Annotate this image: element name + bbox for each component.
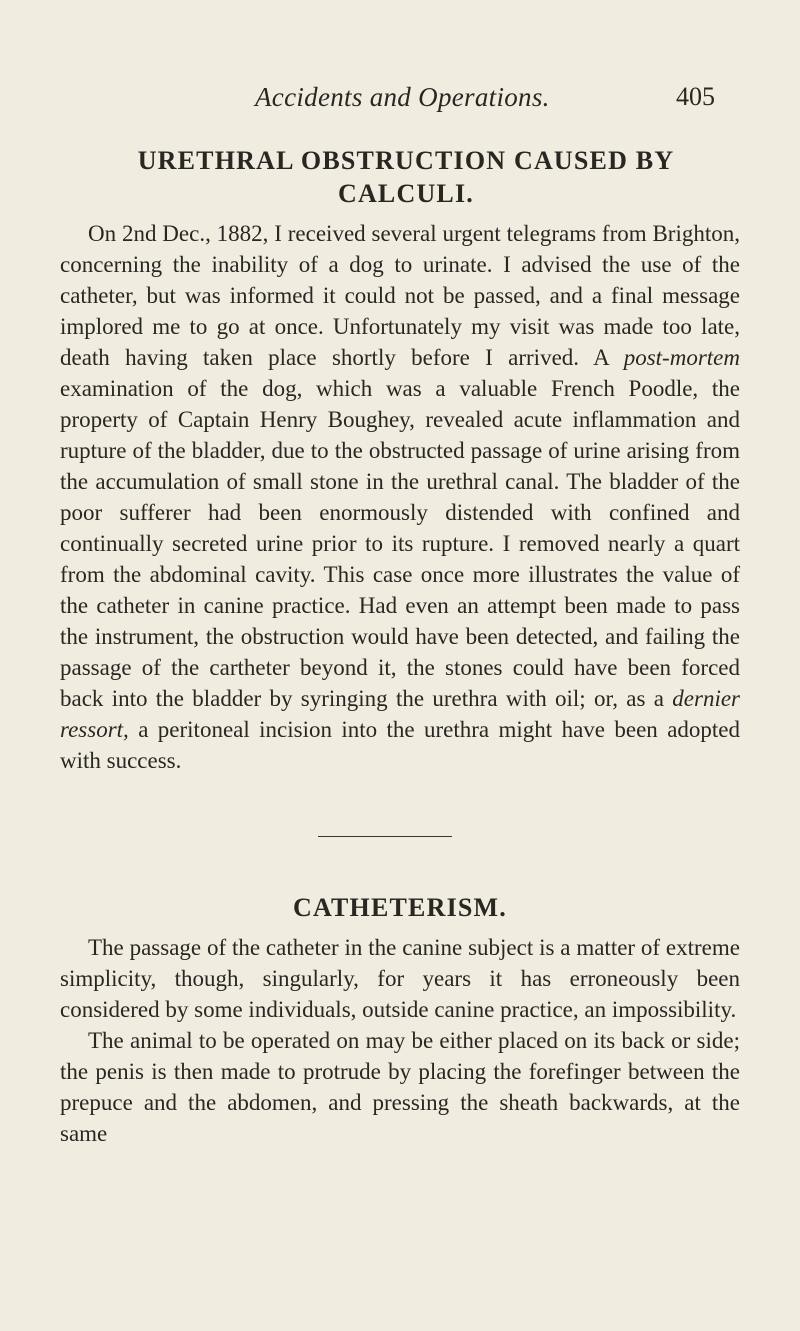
page-number: 405 [676, 82, 715, 111]
paragraph-text-part-2: examination of the dog, which was a valuable French Poodle, the property of Captain Henry Boughey, revealed acute inflammation and rupture of the bladder, due to the obstructed passage of urine arising from the accumulation of small stone in the urethral canal. The bladder of the poor sufferer had been enormously distended with confined and continually secreted urine prior to its rupture. I removed nearly a quart from the abdominal cavity. This case once more illustrates the value of the catheter in canine practice. Had even an attempt been made to pass the instrument, the obstruction would have been detected, and failing the passage of the cartheter beyond it, the stones could have been forced back into the bladder by syringing the urethra with oil; or, as a [60, 376, 740, 711]
section-heading-catheterism: CATHETERISM. [292, 893, 507, 922]
section-divider-rule [318, 836, 452, 837]
catheterism-paragraph-1: The passage of the catheter in the canine subject is a matter of extreme simplicity, though, singularly, for years it has erroneously been considered by some individuals, outside canine practice, an impossibility. [60, 935, 740, 1022]
heading-line-1: URETHRAL OBSTRUCTION CAUSED BY [137, 146, 675, 175]
running-head [60, 70, 740, 110]
running-head-title: Accidents and Operations. [255, 82, 550, 112]
paragraph-text-part-1: On 2nd Dec., 1882, I received several urgent telegrams from Brighton, concerning the inability of a dog to urinate. I advised the use of the catheter, but was informed it could not be passed, and a final message implored me to go at once. Unfortunately my visit was made too late, death having taken place shortly before I arrived. A [60, 221, 740, 370]
italic-phrase-post-mortem: post-mortem [623, 345, 740, 370]
italic-phrase-dernier-ressort: dernier ressort, [60, 686, 740, 742]
case-report-paragraph [60, 218, 740, 776]
heading-line-2: CALCULI. [337, 179, 474, 208]
section-heading-urethral-obstruction [60, 144, 740, 210]
catheterism-paragraph-2: The animal to be operated on may be either placed on its back or side; the penis is then made to protrude by placing the forefinger between the prepuce and the abdomen, and pressing the sheath backwards, at the same [60, 1028, 740, 1146]
paragraph-text-part-3: a peritoneal incision into the urethra might have been adopted with success. [60, 717, 740, 773]
